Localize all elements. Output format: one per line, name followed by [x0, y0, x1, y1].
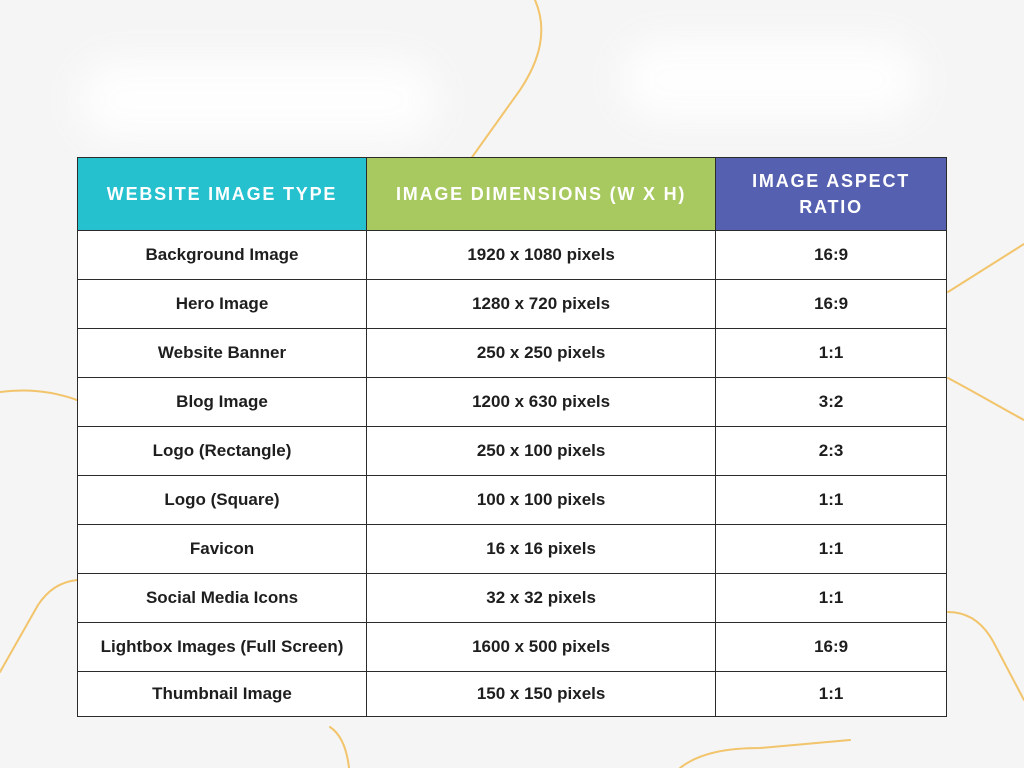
table-row: [78, 672, 947, 717]
cell-ratio: 1:1: [716, 329, 947, 378]
cell-dimensions: 250 x 100 pixels: [366, 427, 715, 476]
cell-ratio: 1:1: [716, 672, 947, 717]
cell-image-type: Lightbox Images (Full Screen): [78, 623, 367, 672]
decor-line-right-lower: [948, 612, 1024, 700]
cell-image-type: Logo (Square): [78, 476, 367, 525]
cell-ratio: 16:9: [716, 623, 947, 672]
cell-dimensions: 1280 x 720 pixels: [366, 280, 715, 329]
decor-line-right-upper: [948, 244, 1024, 292]
cell-ratio: 1:1: [716, 525, 947, 574]
cell-ratio: 1:1: [716, 476, 947, 525]
cell-ratio: 1:1: [716, 574, 947, 623]
image-sizes-table: [77, 157, 947, 717]
blurred-watermark-right: [620, 40, 920, 120]
header-aspect-ratio: [716, 158, 947, 231]
header-aspect-ratio-text: IMAGE ASPECT RATIO: [752, 171, 911, 217]
cell-dimensions: 100 x 100 pixels: [366, 476, 715, 525]
table-row: [78, 231, 947, 280]
table-row: [78, 574, 947, 623]
table-row: [78, 476, 947, 525]
table-row: [78, 525, 947, 574]
cell-dimensions: 250 x 250 pixels: [366, 329, 715, 378]
cell-image-type: Social Media Icons: [78, 574, 367, 623]
table-row: [78, 623, 947, 672]
decor-line-left-middle: [0, 390, 77, 400]
decor-line-right-middle: [948, 378, 1024, 420]
cell-ratio: 16:9: [716, 280, 947, 329]
cell-image-type: Thumbnail Image: [78, 672, 367, 717]
table-row: [78, 427, 947, 476]
blurred-watermark-left: [78, 60, 438, 140]
cell-image-type: Hero Image: [78, 280, 367, 329]
cell-dimensions: 16 x 16 pixels: [366, 525, 715, 574]
cell-image-type: Logo (Rectangle): [78, 427, 367, 476]
decor-line-bottom-center: [330, 727, 349, 768]
cell-image-type: Favicon: [78, 525, 367, 574]
cell-dimensions: 1600 x 500 pixels: [366, 623, 715, 672]
cell-dimensions: 32 x 32 pixels: [366, 574, 715, 623]
cell-ratio: 16:9: [716, 231, 947, 280]
cell-ratio: 3:2: [716, 378, 947, 427]
cell-image-type: Blog Image: [78, 378, 367, 427]
decor-line-bottom-right: [680, 740, 850, 768]
cell-image-type: Website Banner: [78, 329, 367, 378]
table-row: [78, 378, 947, 427]
cell-image-type: Background Image: [78, 231, 367, 280]
decor-line-left-lower: [0, 580, 77, 672]
cell-dimensions: 1920 x 1080 pixels: [366, 231, 715, 280]
cell-dimensions: 150 x 150 pixels: [366, 672, 715, 717]
decor-line-top: [470, 0, 541, 160]
cell-dimensions: 1200 x 630 pixels: [366, 378, 715, 427]
table-header-row: [78, 158, 947, 231]
table-row: [78, 329, 947, 378]
header-image-dimensions: IMAGE DIMENSIONS (W X H): [366, 158, 715, 231]
table-row: [78, 280, 947, 329]
cell-ratio: 2:3: [716, 427, 947, 476]
header-image-type: WEBSITE IMAGE TYPE: [78, 158, 367, 231]
